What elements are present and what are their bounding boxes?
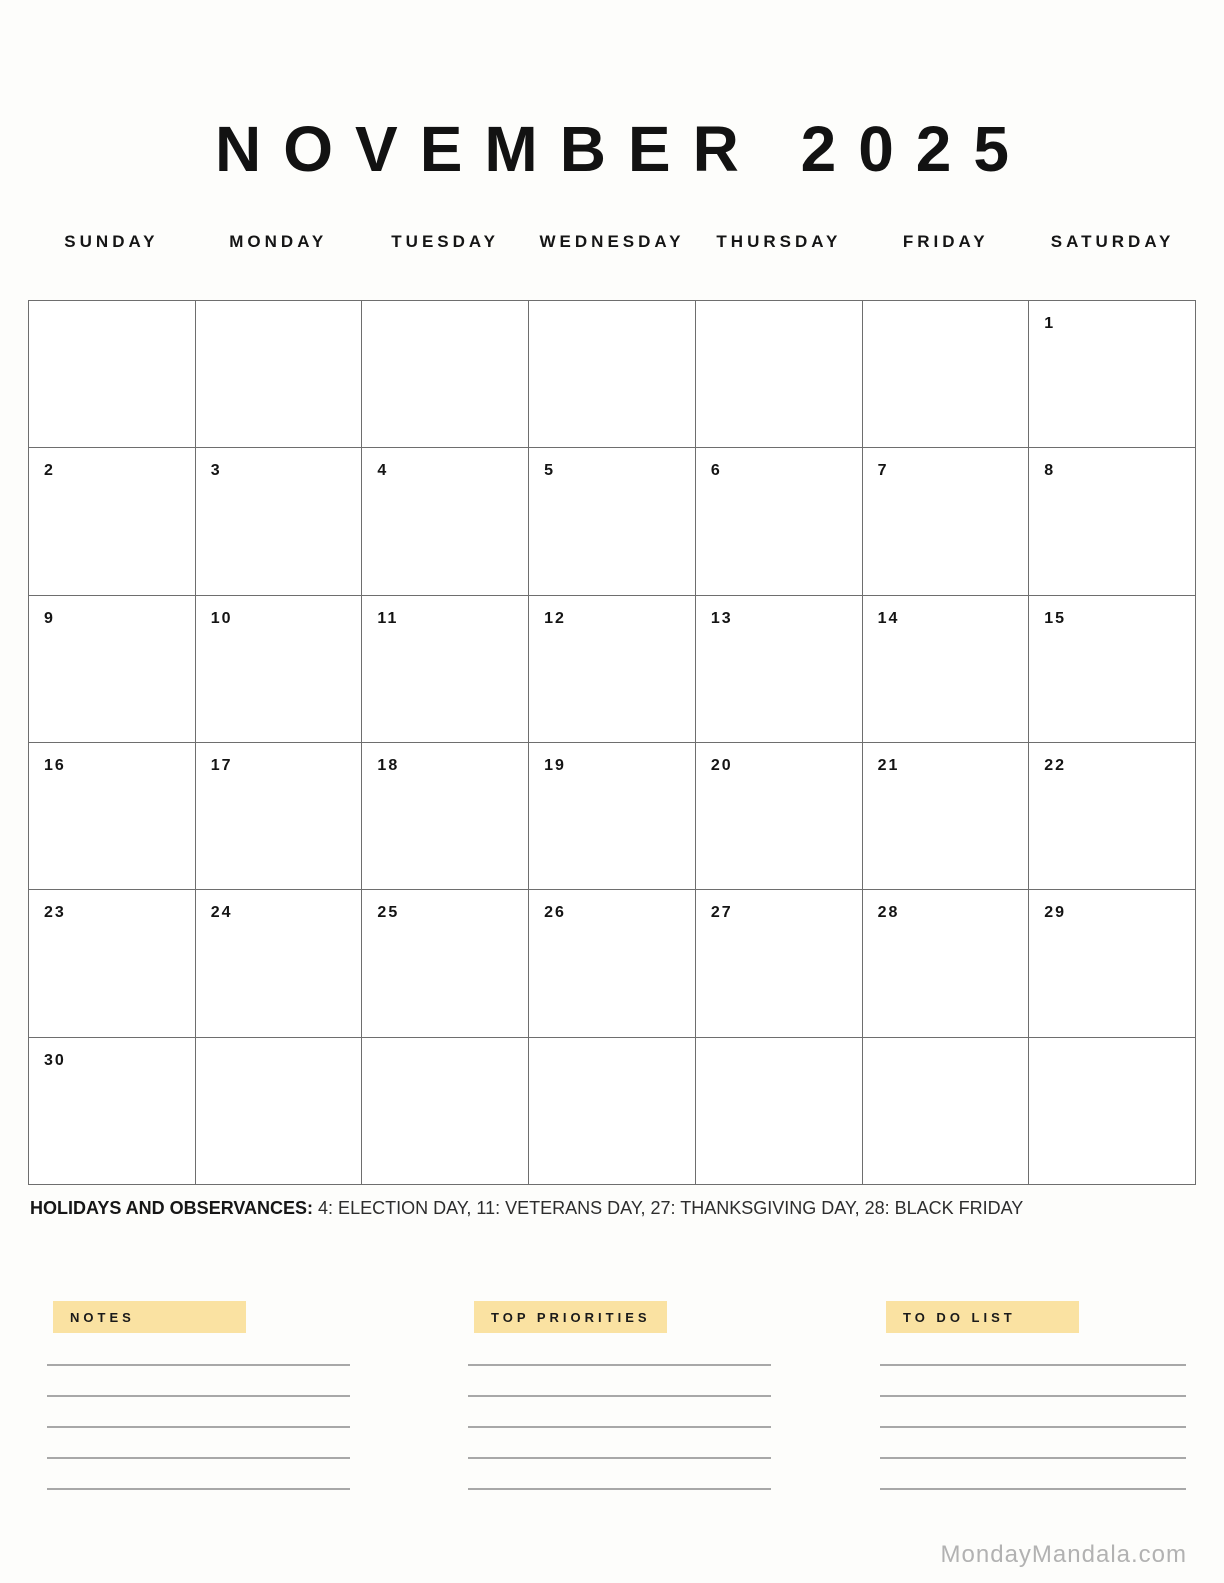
day-cell-6: [696, 448, 863, 595]
notes-section-label: NOTES: [53, 1301, 246, 1333]
top-priorities-section: [468, 1295, 771, 1519]
holidays-line: [30, 1198, 1196, 1219]
day-cell-15: [1029, 596, 1196, 743]
day-number: 5: [544, 462, 556, 480]
rule-line: [880, 1426, 1186, 1428]
day-cell-4: [362, 448, 529, 595]
day-cell-empty: [529, 301, 696, 448]
notes-section: [47, 1295, 350, 1519]
day-number: 22: [1044, 756, 1067, 774]
day-number: 13: [710, 609, 733, 627]
holidays-text: 4: ELECTION DAY, 11: VETERANS DAY, 27: THANKSGIVING DAY, 28: BLACK FRIDAY: [313, 1198, 1024, 1218]
day-number: 3: [210, 462, 222, 480]
day-cell-empty: [196, 301, 363, 448]
rule-line: [468, 1426, 771, 1428]
day-cell-9: [29, 596, 196, 743]
day-cell-10: [196, 596, 363, 743]
rule-line: [880, 1488, 1186, 1490]
rule-line: [880, 1395, 1186, 1397]
day-number: 2: [44, 462, 55, 480]
day-number: 9: [44, 609, 55, 627]
rule-line: [47, 1395, 350, 1397]
day-number: 12: [544, 609, 566, 627]
day-number: 4: [377, 462, 389, 480]
day-cell-empty: [863, 1038, 1030, 1185]
day-number: 30: [44, 1051, 66, 1069]
day-cell-30: [29, 1038, 196, 1185]
rule-line: [468, 1395, 771, 1397]
weekday-header-friday: FRIDAY: [902, 232, 989, 251]
rule-line: [47, 1364, 350, 1366]
day-cell-17: [196, 743, 363, 890]
day-cell-29: [1029, 890, 1196, 1037]
rule-line: [468, 1457, 771, 1459]
footer-brand: MondayMandala.com: [940, 1541, 1187, 1568]
day-cell-20: [696, 743, 863, 890]
day-cell-27: [696, 890, 863, 1037]
weekday-header-monday: MONDAY: [229, 232, 328, 251]
day-cell-2: [29, 448, 196, 595]
day-cell-empty: [362, 301, 529, 448]
day-cell-empty: [362, 1038, 529, 1185]
day-number: 24: [210, 904, 233, 922]
day-cell-empty: [863, 301, 1030, 448]
day-cell-21: [863, 743, 1030, 890]
day-cell-16: [29, 743, 196, 890]
rule-line: [880, 1457, 1186, 1459]
day-cell-empty: [29, 301, 196, 448]
day-number: 20: [710, 756, 733, 774]
day-cell-23: [29, 890, 196, 1037]
weekday-header-wednesday: WEDNESDAY: [539, 232, 685, 251]
day-cell-22: [1029, 743, 1196, 890]
day-cell-1: [1029, 301, 1196, 448]
day-number: 8: [1044, 462, 1056, 480]
rule-line: [47, 1488, 350, 1490]
top-priorities-lines: [468, 1364, 771, 1490]
day-number: 27: [710, 904, 733, 922]
day-number: 29: [1044, 904, 1067, 922]
holidays-label: HOLIDAYS AND OBSERVANCES:: [30, 1198, 314, 1218]
day-cell-14: [863, 596, 1030, 743]
day-cell-empty: [529, 1038, 696, 1185]
day-cell-3: [196, 448, 363, 595]
weekday-header-tuesday: TUESDAY: [391, 232, 499, 251]
day-cell-empty: [696, 301, 863, 448]
day-number: 17: [210, 756, 233, 774]
day-cell-18: [362, 743, 529, 890]
rule-line: [468, 1364, 771, 1366]
calendar-grid: [28, 300, 1196, 1185]
day-number: 25: [377, 904, 400, 922]
day-number: 18: [377, 756, 400, 774]
day-cell-24: [196, 890, 363, 1037]
weekday-header-sunday: SUNDAY: [64, 232, 159, 251]
day-number: 26: [544, 904, 566, 922]
top-priorities-section-label: TOP PRIORITIES: [474, 1301, 667, 1333]
day-cell-19: [529, 743, 696, 890]
day-cell-28: [863, 890, 1030, 1037]
day-cell-empty: [1029, 1038, 1196, 1185]
day-cell-26: [529, 890, 696, 1037]
day-number: 21: [877, 756, 900, 774]
page-title: NOVEMBER 2025: [215, 113, 1031, 185]
day-cell-7: [863, 448, 1030, 595]
weekday-header-thursday: THURSDAY: [716, 232, 842, 251]
day-cell-empty: [696, 1038, 863, 1185]
day-number: 7: [877, 462, 889, 480]
to-do-list-section-label: TO DO LIST: [886, 1301, 1079, 1333]
day-number: 23: [44, 904, 66, 922]
rule-line: [47, 1457, 350, 1459]
to-do-list-lines: [880, 1364, 1186, 1490]
weekday-header-saturday: SATURDAY: [1050, 232, 1175, 251]
day-number: 14: [877, 609, 900, 627]
day-number: 28: [877, 904, 900, 922]
day-number: 15: [1044, 609, 1067, 627]
day-number: 1: [1044, 315, 1056, 332]
day-number: 11: [377, 609, 399, 627]
day-cell-12: [529, 596, 696, 743]
day-cell-5: [529, 448, 696, 595]
rule-line: [468, 1488, 771, 1490]
notes-lines: [47, 1364, 350, 1490]
rule-line: [880, 1364, 1186, 1366]
day-cell-11: [362, 596, 529, 743]
weekday-header-row: [28, 232, 1196, 252]
day-number: 16: [44, 756, 66, 774]
day-number: 10: [210, 609, 233, 627]
day-number: 6: [710, 462, 722, 480]
day-cell-empty: [196, 1038, 363, 1185]
day-cell-25: [362, 890, 529, 1037]
day-cell-13: [696, 596, 863, 743]
rule-line: [47, 1426, 350, 1428]
to-do-list-section: [880, 1295, 1186, 1519]
day-cell-8: [1029, 448, 1196, 595]
day-number: 19: [544, 756, 566, 774]
